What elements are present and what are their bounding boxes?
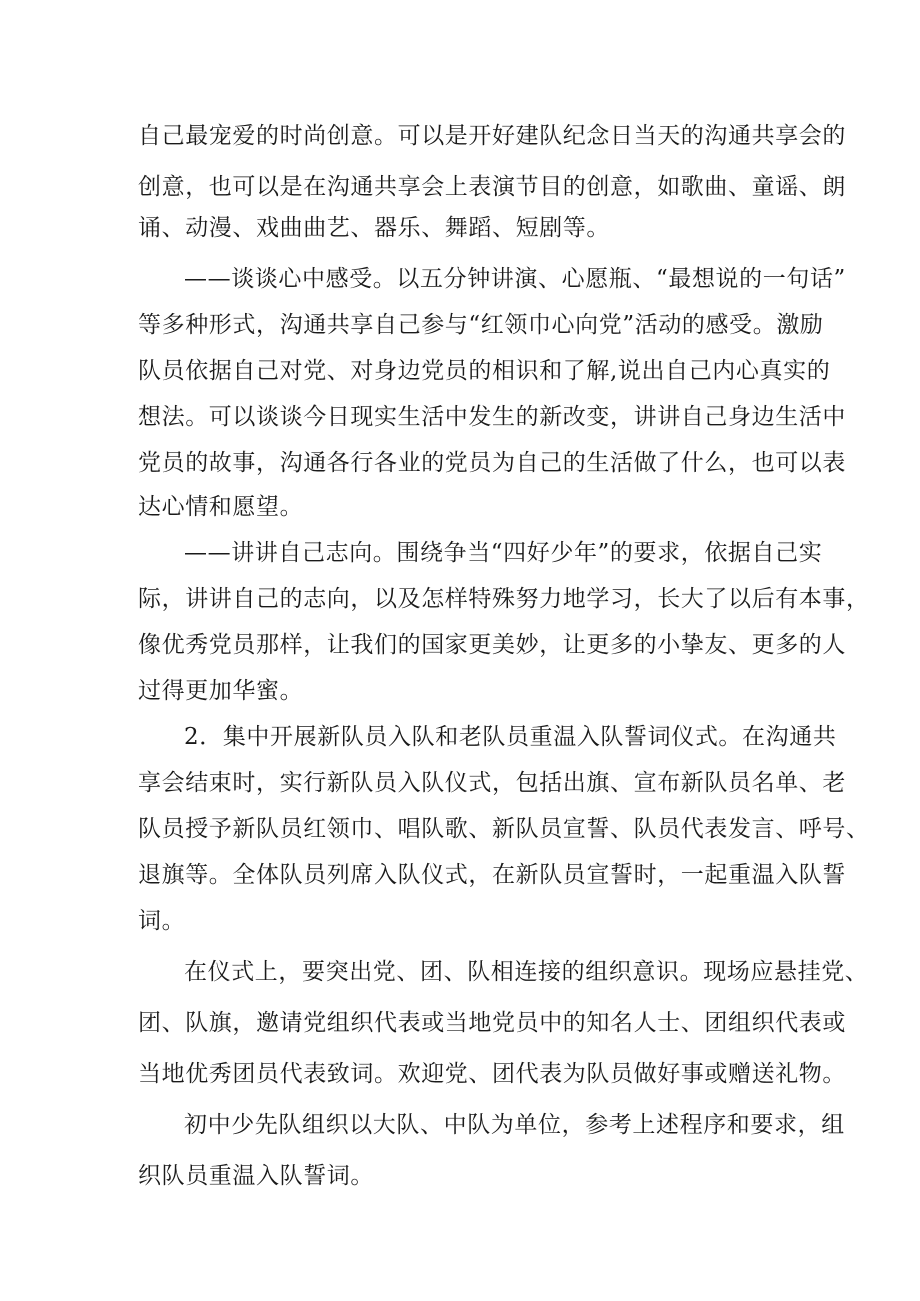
text-line: 队员授予新队员红领巾、唱队歌、新队员宣誓、队员代表发言、呼号、 bbox=[138, 816, 870, 842]
text-line: 当地优秀团员代表致词。欢迎党、团代表为队员做好事或赠送礼物。 bbox=[138, 1061, 846, 1087]
text-line: 创意，也可以是在沟通共享会上表演节目的创意，如歌曲、童谣、朗 bbox=[138, 174, 846, 200]
text-line: 像优秀党员那样，让我们的国家更美妙，让更多的小挚友、更多的人 bbox=[138, 632, 846, 658]
text-line: 达心情和愿望。 bbox=[138, 494, 304, 520]
text-line: 享会结束时，实行新队员入队仪式，包括出旗、宣布新队员名单、老 bbox=[138, 770, 846, 796]
text-line: 党员的故事，沟通各行各业的党员为自己的生活做了什么，也可以表 bbox=[138, 450, 846, 476]
text-line: 词。 bbox=[138, 908, 186, 934]
text-line: 初中少先队组织以大队、中队为单位，参考上述程序和要求，组 bbox=[184, 1112, 845, 1138]
text-line: 过得更加华蜜。 bbox=[138, 678, 304, 704]
text-line: 等多种形式，沟通共享自己参与“红领巾心向党”活动的感受。激励 bbox=[138, 312, 824, 338]
text-line: 队员依据自己对党、对身边党员的相识和了解,说出自己内心真实的 bbox=[138, 358, 831, 384]
text-line: 自己最宠爱的时尚创意。可以是开好建队纪念日当天的沟通共享会的 bbox=[138, 123, 846, 149]
text-line: 想法。可以谈谈今日现实生活中发生的新改变，讲讲自己身边生活中 bbox=[138, 404, 846, 430]
text-line: 团、队旗，邀请党组织代表或当地党员中的知名人士、团组织代表或 bbox=[138, 1010, 846, 1036]
text-line: 际，讲讲自己的志向，以及怎样特殊努力地学习，长大了以后有本事， bbox=[138, 586, 870, 612]
text-line: 退旗等。全体队员列席入队仪式，在新队员宣誓时，一起重温入队誓 bbox=[138, 862, 846, 888]
text-line: 诵、动漫、戏曲曲艺、器乐、舞蹈、短剧等。 bbox=[138, 215, 610, 241]
text-line: 2．集中开展新队员入队和老队员重温入队誓词仪式。在沟通共 bbox=[184, 724, 837, 750]
text-line: ——谈谈心中感受。以五分钟讲演、心愿瓶、“最想说的一句话” bbox=[184, 266, 846, 292]
text-line: 织队员重温入队誓词。 bbox=[138, 1163, 374, 1189]
text-line: 在仪式上，要突出党、团、队相连接的组织意识。现场应悬挂党、 bbox=[184, 959, 869, 985]
text-line: ——讲讲自己志向。围绕争当“四好少年”的要求，依据自己实 bbox=[184, 540, 823, 566]
